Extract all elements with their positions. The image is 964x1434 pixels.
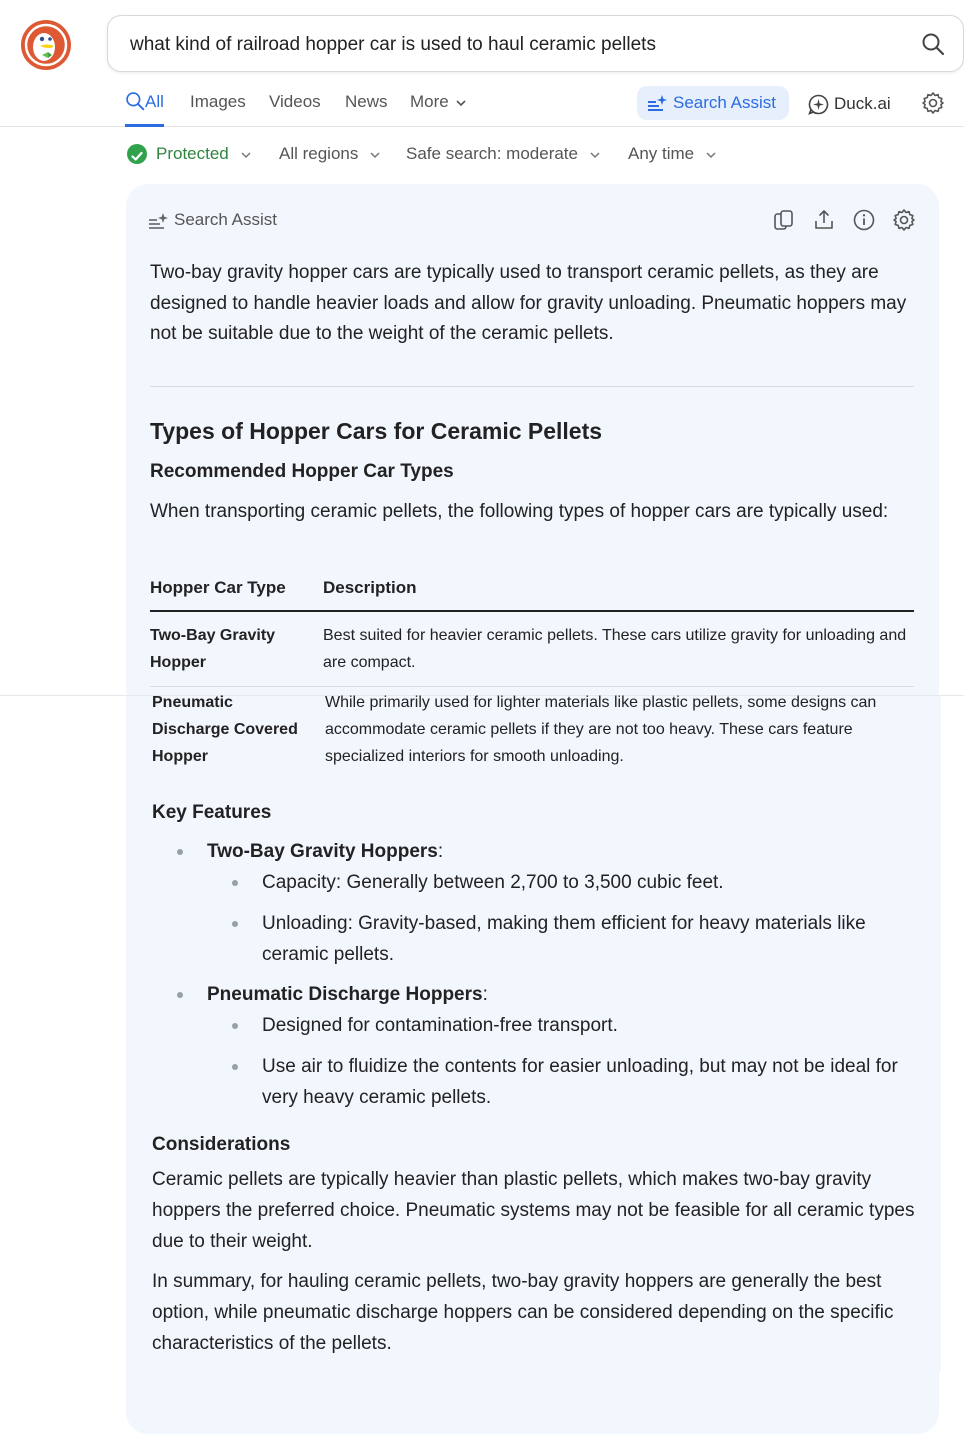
safe-search-label: Safe search: moderate bbox=[406, 144, 578, 163]
check-circle-icon bbox=[127, 144, 147, 164]
bullet bbox=[232, 1023, 238, 1029]
tab-more[interactable] bbox=[410, 84, 467, 124]
table-header bbox=[150, 578, 914, 612]
search-filters bbox=[0, 137, 964, 171]
table-row bbox=[152, 689, 916, 773]
bullet bbox=[232, 880, 238, 886]
summary-conclusion: In summary, for hauling ceramic pellets, two-bay gravity hoppers are generally the best option, while pneumatic discharge hoppers can be considered depending on the specific characteristics of the pellets. bbox=[152, 1271, 894, 1354]
chevron-down-icon bbox=[240, 149, 252, 161]
table-cell-type: Pneumatic Discharge Covered Hopper bbox=[152, 694, 298, 765]
considerations-text: Ceramic pellets are typically heavier than plastic pellets, which makes two-bay gravity hoppers the preferred choice. Pneumatic systems may not be feasible for all ceramic types due to their weight. bbox=[152, 1169, 915, 1252]
chevron-down-icon bbox=[369, 149, 381, 161]
list-item bbox=[262, 1051, 916, 1113]
table-header-type: Hopper Car Type bbox=[150, 578, 286, 597]
search-icon[interactable] bbox=[921, 32, 945, 56]
feature-item: Designed for contamination-free transport. bbox=[262, 1015, 618, 1036]
bullet bbox=[177, 849, 183, 855]
tab-all-label: All bbox=[145, 92, 164, 111]
copy-icon[interactable] bbox=[772, 208, 796, 232]
feature-group-label: Two-Bay Gravity Hoppers bbox=[207, 841, 438, 862]
table-row bbox=[150, 622, 914, 687]
table-cell-type: Two-Bay Gravity Hopper bbox=[150, 627, 276, 671]
assist-title-label: Search Assist bbox=[174, 210, 277, 229]
search-assist-label: Search Assist bbox=[673, 93, 776, 112]
duck-ai-button[interactable] bbox=[808, 88, 891, 120]
tab-images[interactable]: Images bbox=[190, 92, 246, 111]
search-tabs bbox=[0, 84, 964, 127]
safe-search-filter[interactable] bbox=[406, 137, 601, 171]
table-cell-description: While primarily used for lighter materials like plastic pellets, some designs can accommodate ceramic pellets if they are not too heavy. These cars feature specialized interiors for smooth unloading. bbox=[325, 694, 877, 765]
considerations-heading: Considerations bbox=[152, 1134, 291, 1155]
table-cell-description: Best suited for heavier ceramic pellets. These cars utilize gravity for unloading and are compact. bbox=[323, 627, 907, 671]
chevron-down-icon bbox=[589, 149, 601, 161]
bullet bbox=[177, 992, 183, 998]
protected-filter[interactable] bbox=[127, 137, 252, 171]
chevron-down-icon bbox=[705, 149, 717, 161]
key-features-heading: Key Features bbox=[152, 802, 272, 823]
region-label: All regions bbox=[279, 144, 359, 163]
region-filter[interactable] bbox=[279, 137, 381, 171]
search-box bbox=[107, 15, 964, 72]
assist-panel-title bbox=[148, 210, 277, 230]
assist-summary: Two-bay gravity hopper cars are typically used to transport ceramic pellets, as they are designed to handle heavier loads and allow for gravity unloading. Pneumatic hoppers may not be suitable due to the weight of the ceramic pellets. bbox=[150, 262, 907, 344]
sparkle-list-icon bbox=[148, 212, 168, 230]
bullet bbox=[232, 921, 238, 927]
list-item bbox=[262, 1010, 916, 1041]
list-item bbox=[262, 867, 916, 898]
gear-icon[interactable] bbox=[921, 91, 945, 115]
chevron-down-icon bbox=[455, 97, 467, 109]
search-icon bbox=[125, 91, 145, 111]
list-item: Pneumatic Discharge Hoppers: bbox=[207, 979, 488, 1010]
search-assist-button[interactable] bbox=[637, 86, 789, 120]
tab-more-label: More bbox=[410, 92, 449, 111]
answer-subheading: Recommended Hopper Car Types bbox=[150, 461, 454, 482]
bullet bbox=[232, 1064, 238, 1070]
table-header-description: Description bbox=[323, 578, 417, 597]
gear-icon[interactable] bbox=[892, 208, 916, 232]
tab-all[interactable] bbox=[125, 84, 164, 127]
list-item: Two-Bay Gravity Hoppers: bbox=[207, 836, 443, 867]
tab-news[interactable]: News bbox=[345, 92, 388, 111]
feature-group-label: Pneumatic Discharge Hoppers bbox=[207, 984, 483, 1005]
sparkle-list-icon bbox=[647, 94, 667, 112]
share-icon[interactable] bbox=[812, 208, 836, 232]
feature-item: Unloading: Gravity-based, making them efficient for heavy materials like ceramic pellets. bbox=[262, 913, 866, 965]
tab-videos[interactable]: Videos bbox=[269, 92, 321, 111]
answer-heading: Types of Hopper Cars for Ceramic Pellets bbox=[150, 418, 603, 444]
time-label: Any time bbox=[628, 144, 695, 163]
feature-item: Use air to fluidize the contents for easier unloading, but may not be ideal for very heavy ceramic pellets. bbox=[262, 1056, 898, 1108]
info-icon[interactable] bbox=[852, 208, 876, 232]
duck-ai-label: Duck.ai bbox=[834, 94, 891, 113]
duck-ai-chat-icon bbox=[808, 94, 829, 115]
answer-intro: When transporting ceramic pellets, the following types of hopper cars are typically used: bbox=[150, 501, 889, 522]
duckduckgo-logo[interactable] bbox=[20, 19, 72, 71]
divider bbox=[150, 386, 914, 387]
feature-item: Capacity: Generally between 2,700 to 3,500 cubic feet. bbox=[262, 872, 724, 893]
time-filter[interactable] bbox=[628, 137, 717, 171]
list-item bbox=[262, 908, 916, 970]
protected-label: Protected bbox=[156, 144, 229, 163]
search-input[interactable] bbox=[128, 16, 902, 73]
